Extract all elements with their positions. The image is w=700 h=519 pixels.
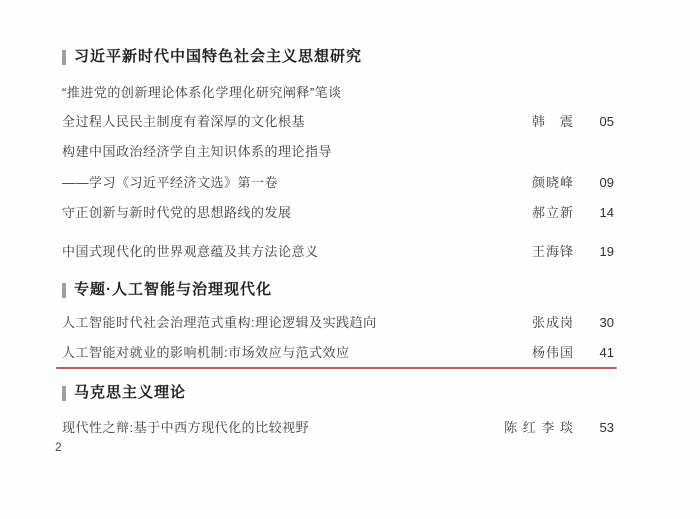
toc-entry[interactable] <box>62 174 614 192</box>
article-title: “推进党的创新理论体系化学理化研究阐释”笔谈 <box>62 85 342 100</box>
toc-entry[interactable] <box>62 419 614 437</box>
toc-entry[interactable] <box>62 243 614 261</box>
article-title: 中国式现代化的世界观意蕴及其方法论意义 <box>62 244 319 259</box>
section-title: 习近平新时代中国特色社会主义思想研究 <box>74 48 363 65</box>
section-marker-bar <box>62 283 66 298</box>
article-title: 守正创新与新时代党的思想路线的发展 <box>62 205 292 220</box>
section-marker-bar <box>62 50 66 65</box>
toc-entry[interactable] <box>62 314 614 332</box>
folio-page-number: 2 <box>55 440 62 454</box>
article-page-number: 41 <box>599 345 614 360</box>
article-authors: 郝立新 <box>531 205 574 220</box>
article-subtitle: ——学习《习近平经济文选》第一卷 <box>62 175 279 190</box>
section-title: 马克思主义理论 <box>74 384 187 401</box>
article-page-number: 14 <box>599 205 614 220</box>
toc-entry[interactable] <box>62 113 614 131</box>
section-header-marxism <box>62 383 186 403</box>
article-title: 构建中国政治经济学自主知识体系的理论指导 <box>62 144 333 159</box>
toc-entry-highlighted[interactable] <box>62 344 614 362</box>
section-marker-bar <box>62 386 66 401</box>
article-authors: 颜晓峰 <box>531 175 574 190</box>
highlight-underline <box>56 367 617 369</box>
section-header-xi-thought <box>62 47 362 67</box>
article-title: 人工智能时代社会治理范式重构:理论逻辑及实践趋向 <box>62 315 377 330</box>
article-page-number: 09 <box>599 175 614 190</box>
article-page-number: 19 <box>599 244 614 259</box>
section-title: 专题·人工智能与治理现代化 <box>74 281 272 298</box>
article-page-number: 05 <box>599 114 614 129</box>
article-authors: 王海锋 <box>531 244 574 259</box>
article-title: 现代性之辩:基于中西方现代化的比较视野 <box>62 420 310 435</box>
article-title: 人工智能对就业的影响机制:市场效应与范式效应 <box>62 345 350 360</box>
toc-entry[interactable] <box>62 204 614 222</box>
section-header-ai-governance <box>62 280 272 300</box>
toc-entry[interactable] <box>62 143 614 161</box>
article-page-number: 53 <box>599 420 614 435</box>
article-authors: 陈 红 李 琰 <box>504 420 574 435</box>
article-authors: 韩 震 <box>531 114 574 129</box>
article-authors: 张成岗 <box>531 315 574 330</box>
article-title: 全过程人民民主制度有着深厚的文化根基 <box>62 114 306 129</box>
toc-entry[interactable] <box>62 84 614 102</box>
article-page-number: 30 <box>599 315 614 330</box>
article-authors: 杨伟国 <box>531 345 574 360</box>
